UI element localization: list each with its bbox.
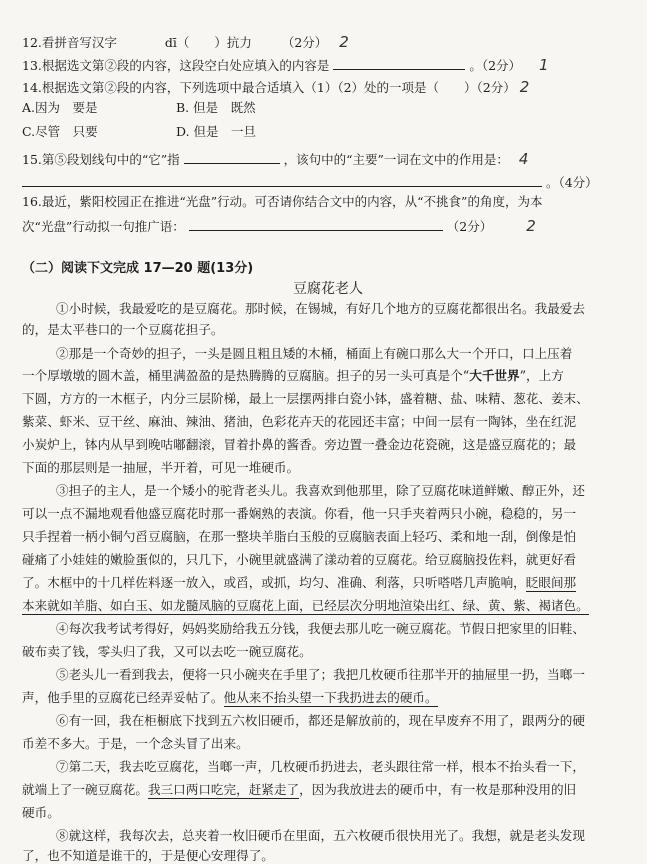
question-15-text-2: ，该句中的“主要”一词在文中的作用是： <box>283 152 509 167</box>
paragraph-1-line: ①小时候，我最爱吃的是豆腐花。那时候，在锡城，有好几个地方的豆腐花都很出名。我最爱去 <box>56 301 585 316</box>
question-13-text: 13.根据选文第②段的内容，这段空白处应填入的内容是 <box>22 58 330 73</box>
option-d: D. 但是 一旦 <box>176 124 257 139</box>
paragraph-2-line: 下面的那层则是一抽屉，半开着，可见一堆硬币。 <box>22 460 300 475</box>
paragraph-4-line: ④每次我考试考得好，妈妈奖励给我五分钱，我便去那儿吃一碗豆腐花。节假日把家里的旧鞋、 <box>56 621 585 636</box>
paragraph-6-line: ⑥有一回，我在柜橱底下找到五六枚旧硬币，都还是解放前的，现在早废弃不用了，跟两分的硬 <box>56 713 585 728</box>
paragraph-2-text: 一个厚墩墩的圆木盖，桶里满盈盈的是热腾腾的豆腐脑。担子的另一头可真是个“ <box>22 368 470 383</box>
question-16: 16.最近，紫阳校园正在推进“光盘”行动。可否请你结合文中的内容，从“不挑食”的角度，为本 <box>22 194 543 209</box>
paragraph-3-line <box>22 600 589 613</box>
answer-blank-13[interactable] <box>333 57 465 70</box>
paragraph-7-text: ，因为我放进去的硬币中，有一枚是那种没用的旧 <box>299 782 577 797</box>
paragraph-5-text: 声，他手里的豆腐花已经弄妥帖了。 <box>22 690 224 705</box>
question-12 <box>22 35 349 50</box>
paragraph-4-line: 破布卖了钱，零头归了我，又可以去吃一碗豆腐花。 <box>22 644 312 659</box>
paragraph-2-line: 紫菜、虾米、豆干丝、麻油、辣油、猪油，色彩花卉天的花园还丰富；中间一层有一陶钵，坐在红泥 <box>22 414 577 429</box>
underlined-sentence: 我三口两口吃完，赶紧走了 <box>147 782 300 797</box>
paragraph-2-line <box>22 370 564 383</box>
paragraph-2-text: ”，上方 <box>519 368 564 383</box>
paragraph-3-line: 可以一点不漏地观看他盛豆腐花时那一番娴熟的表演。你看，他一只手夹着两只小碗，稳稳的，另一 <box>22 506 577 521</box>
question-15-score: 。（4分） <box>545 175 598 190</box>
paragraph-2-line: ②那是一个奇妙的担子，一头是圆且粗且矮的木桶，桶面上有碗口那么大一个开口，口上压着 <box>56 346 573 361</box>
question-16-score: （2分） <box>446 219 493 234</box>
question-14 <box>22 80 529 95</box>
paragraph-3-text: 了。木框中的十几样佐料逐一放入，或舀，或抓，均匀、准确、利落，只听嗒嗒几声脆响， <box>22 575 526 590</box>
question-15-line2 <box>22 174 598 190</box>
answer-blank-15a[interactable] <box>184 151 280 164</box>
question-13-score: 。（2分） <box>469 58 522 73</box>
question-16-text-2: 次“光盘”行动拟一句推广语： <box>22 219 185 234</box>
question-13 <box>22 57 549 73</box>
emphasis-text: 大千世界 <box>469 368 520 383</box>
paragraph-3-line: ③担子的主人，是一个矮小的驼背老头儿。我喜欢到他那里，除了豆腐花味道鲜嫩、醇正外，还 <box>56 483 585 498</box>
question-12-pinyin: dī（ ）抗力 <box>164 35 252 50</box>
question-12-score: （2分） <box>281 35 328 50</box>
handwritten-mark-16: 2 <box>526 217 536 235</box>
question-15-text: 15.第⑤段划线句中的“它”指 <box>22 152 180 167</box>
question-12-text: 12.看拼音写汉字 <box>22 35 117 50</box>
paragraph-7-line: 硬币。 <box>22 805 60 820</box>
handwritten-mark-12: 2 <box>339 33 349 51</box>
question-16-line2 <box>22 218 536 234</box>
paragraph-7-text: 就端上了一碗豆腐花。 <box>22 782 148 797</box>
section-heading: （二）阅读下文完成 17—20 题(13分) <box>22 261 254 276</box>
paragraph-2-line: 下圆，方方的一木框子，内分三层阶梯，最上一层摆两排白瓷小钵，盛着糖、盐、味精、葱花、姜末、 <box>22 391 589 406</box>
answer-blank-16[interactable] <box>189 218 443 231</box>
option-c: C.尽管 只要 <box>22 124 98 139</box>
paragraph-1-line: 的，是太平巷口的一个豆腐花担子。 <box>22 322 224 337</box>
option-a: A.因为 要是 <box>22 100 98 115</box>
question-14-text: 14.根据选文第②段的内容，下列选项中最合适填入（1）（2）处的一项是（ ）（2分） <box>22 80 516 95</box>
underlined-sentence: 眨眼间那 <box>525 575 577 590</box>
paragraph-8-line: ⑧就这样，我每次去，总夹着一枚旧硬币在里面，五六枚硬币很快用光了。我想，就是老头发现 <box>56 828 585 843</box>
paragraph-3-line: 碰痛了小娃娃的嫩脸蛋似的，只几下，小碗里就盛满了漾动着的豆腐花。给豆腐脑投佐料，就更好看 <box>22 552 577 567</box>
paragraph-7-line <box>22 784 576 797</box>
answer-blank-15b[interactable] <box>22 174 542 187</box>
option-b: B. 但是 既然 <box>176 100 256 115</box>
paragraph-2-line: 小炭炉上，钵内从早到晚咕嘟翻滚，冒着扑鼻的酱香。旁边置一叠金边花瓷碗，这是盛豆腐花的；最 <box>22 437 577 452</box>
paragraph-5-line <box>22 692 438 705</box>
paragraph-5-line: ⑤老头儿一看到我去，便将一只小碗夹在手里了；我把几枚硬币往那半开的抽屉里一扔，当啷一 <box>56 667 585 682</box>
underlined-sentence: 本来就如羊脂、如白玉、如龙髓凤脑的豆腐花上面，已经层次分明地渲染出红、绿、黄、紫、褐诸色。 <box>22 598 589 613</box>
handwritten-mark-15: 4 <box>518 150 529 168</box>
paragraph-8-line: 了，也不知道是谁干的，于是便心安理得了。 <box>22 848 274 863</box>
article-title: 豆腐花老人 <box>293 281 363 297</box>
handwritten-mark-13: 1 <box>539 56 549 74</box>
underlined-sentence: 他从来不抬头望一下我扔进去的硬币。 <box>223 690 438 705</box>
paragraph-7-line: ⑦第二天，我去吃豆腐花，当啷一声，几枚硬币扔进去，老头跟往常一样，根本不抬头看一下， <box>56 759 585 774</box>
handwritten-mark-14: 2 <box>519 78 530 96</box>
paragraph-6-line: 币差不多大。于是，一个念头冒了出来。 <box>22 736 249 751</box>
paragraph-3-line: 只手捏着一柄小铜勺舀豆腐脑，在那一整块羊脂白玉般的豆腐脑表面上轻巧、柔和地一刮，倒像是怕 <box>22 529 577 544</box>
question-15 <box>22 151 528 167</box>
paragraph-3-line <box>22 577 576 590</box>
